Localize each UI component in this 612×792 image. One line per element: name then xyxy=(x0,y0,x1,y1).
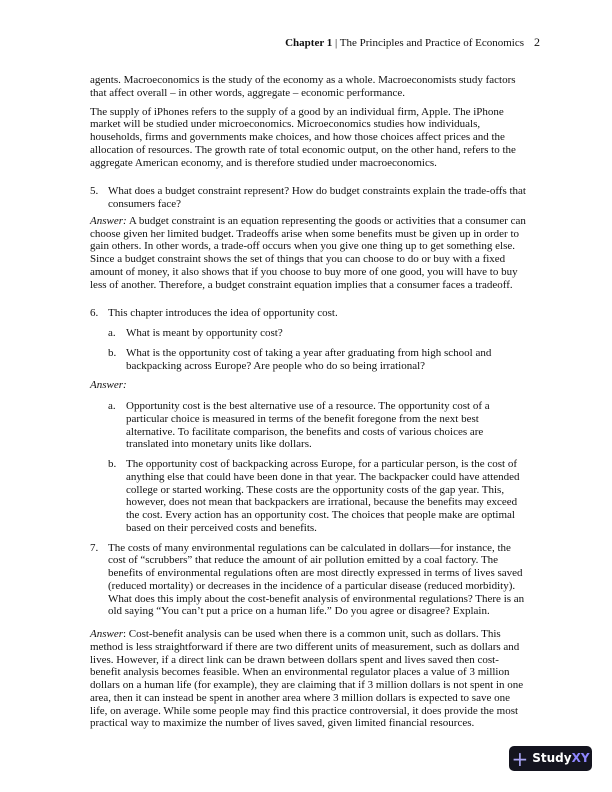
sub-text: The opportunity cost of backpacking across Europe, for a particular person, is the cost of anything else that could have been done in that year. The backpacker could have attended college or started working. These costs are the opportunity costs of the gap year. This, however, does not mean that backpackers are irrational, because the benefits may exceed the cost. Every action has an opportunity cost. The choices that people make are optimal based on their perceived costs and benefits. xyxy=(126,458,520,534)
question-text: This chapter introduces the idea of opportunity cost. xyxy=(108,307,338,320)
question-number: 6. xyxy=(90,307,99,320)
question-6 xyxy=(90,307,526,320)
answer-text: A budget constraint is an equation representing the goods or activities that a consumer can choose given her limited budget. Tradeoffs arise when some benefits must be given up in order to gain others. In other words, a trade-off occurs when you give one thing up to get something else. Since a budget constraint shows the set of things that you can choose to do or buy with a fixed amount of money, it also shows that if you choose to buy more of one good, you will have to buy less of another. Therefore, a budget constraint equation implies that a consumer faces a tradeoff. xyxy=(90,214,526,291)
answer-label: Answer: xyxy=(90,214,127,227)
paragraph: agents. Macroeconomics is the study of the economy as a whole. Macroeconomists study factors that affect overall – in other words, aggregate – economic performance. xyxy=(90,74,516,99)
chapter-label: Chapter 1 xyxy=(285,37,333,49)
answer-text: : Cost-benefit analysis can be used when there is a common unit, such as dollars. This method is less straightforward if there are two different units of measurement, such as dollars and lives. However, if a direct link can be drawn between dollars spent and lives saved then cost-benefit analysis becomes feasible. When an environmental regulator places a value of 3 million dollars on a human life (for example), they are claiming that if 3 million dollars is not spent in one area, then it can instead be spent in another area where 3 million dollars is expected to save one life, on average. While some people may find this practice controversial, it does provide the most practical way to maximize the number of lives saved, given limited financial resources. xyxy=(90,628,524,730)
question-text: The costs of many environmental regulations can be calculated in dollars—for instance, the cost of “scrubbers” that reduce the amount of air pollution emitted by a coal factory. The benefits of environmental regulations often are most directly expressed in terms of lives saved (reduced mortality) or decreases in the incidence of a particular disease (reduced morbidity). What does this imply about the cost-benefit analysis of environmental regulations? There is an old saying “You can’t put a price on a human life.” Do you agree or disagree? Explain. xyxy=(108,541,525,618)
answer-7 xyxy=(90,628,526,730)
brand-study: Study xyxy=(532,751,572,766)
chapter-title: The Principles and Practice of Economics xyxy=(339,37,524,49)
sub-question-a xyxy=(108,327,526,340)
sub-text: What is the opportunity cost of taking a year after graduating from high school and backpacking across Europe? Are people who do so being irrational? xyxy=(126,346,492,372)
running-header xyxy=(285,36,540,50)
question-7 xyxy=(90,542,526,619)
question-number: 5. xyxy=(90,185,99,198)
plus-icon: + xyxy=(511,746,529,771)
page-body xyxy=(90,74,526,736)
question-text: What does a budget constraint represent? How do budget constraints explain the trade-offs that consumers face? xyxy=(108,185,526,210)
answer-b xyxy=(108,458,526,535)
paragraph: The supply of iPhones refers to the supply of a good by an individual firm, Apple. The iPhone market will be studied under microeconomics. Microeconomics studies how individuals, households, firms and governments make choices, and how those choices affect prices and the allocation of resources. The growth rate of total economic output, on the other hand, refers to the aggregate American economy, and is therefore studied under macroeconomics. xyxy=(90,105,516,169)
answer-5 xyxy=(90,215,526,292)
sub-text: What is meant by opportunity cost? xyxy=(126,327,283,339)
sub-text: Opportunity cost is the best alternative use of a resource. The opportunity cost of a particular choice is measured in terms of the benefit foregone from the next best alternative. To facilitate comparison, the benefits and costs of various choices are translated into monetary units like dollars. xyxy=(126,400,490,451)
question-5 xyxy=(90,185,526,211)
sub-letter: b. xyxy=(108,458,117,470)
sub-letter: a. xyxy=(108,327,116,339)
sub-letter: a. xyxy=(108,400,116,412)
sub-question-b xyxy=(108,347,526,373)
studyxy-badge[interactable] xyxy=(509,746,592,771)
answer-label: Answer: xyxy=(90,379,127,392)
sub-letter: b. xyxy=(108,346,117,359)
answer-label: Answer xyxy=(90,628,123,640)
brand-xy: XY xyxy=(571,751,590,766)
question-number: 7. xyxy=(90,541,99,554)
header-separator: | xyxy=(332,37,340,49)
page-number: 2 xyxy=(534,35,540,49)
answer-a xyxy=(108,400,526,451)
